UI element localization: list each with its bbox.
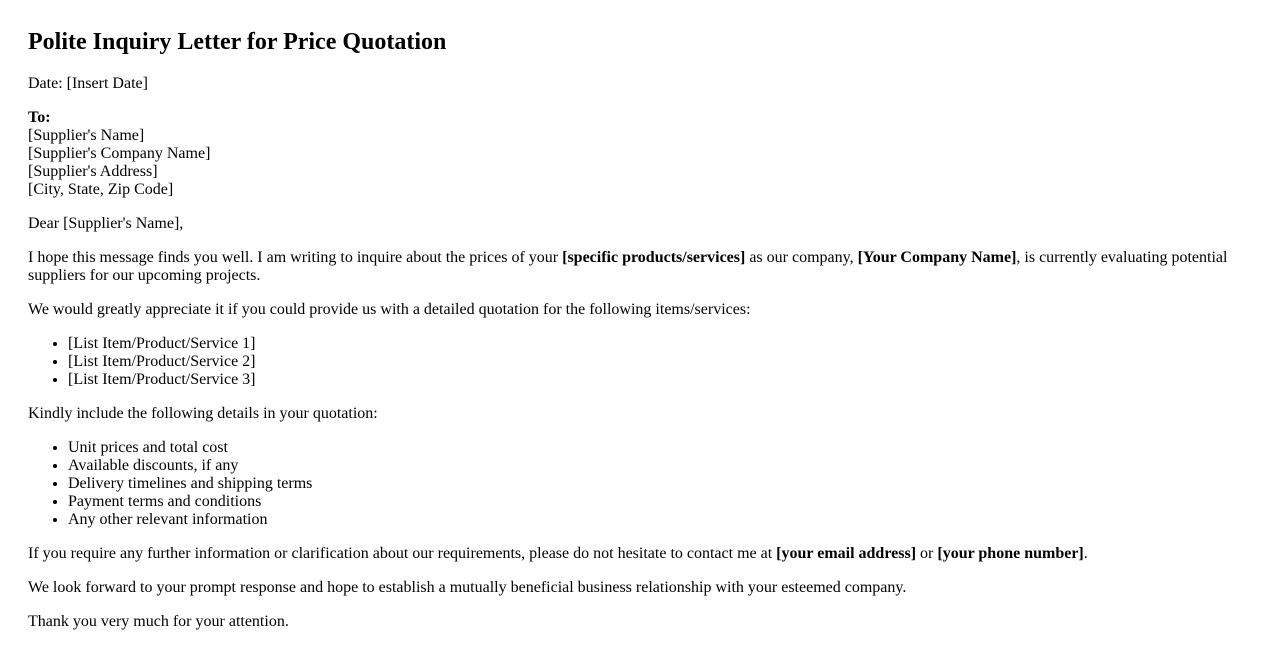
list-item: • Any other relevant information: [68, 511, 1228, 529]
recipient-line: [Supplier's Company Name]: [28, 145, 211, 162]
list-item: • [List Item/Product/Service 3]: [68, 371, 1228, 389]
list-item: • Available discounts, if any: [68, 457, 1228, 475]
list-item: • Unit prices and total cost: [68, 439, 1228, 457]
contact-text: If you require any further information or clarification about our requirements, please do not hesitate to contact me at: [28, 545, 777, 562]
company-placeholder: [Your Company Name]: [857, 249, 1017, 266]
thanks-line: Thank you very much for your attention.: [28, 613, 289, 630]
list-item: • [List Item/Product/Service 1]: [68, 335, 1228, 353]
list-item: • Delivery timelines and shipping terms: [68, 475, 1228, 493]
details-intro: Kindly include the following details in your quotation:: [28, 405, 378, 422]
intro-paragraph: [28, 249, 1228, 285]
salutation: Dear [Supplier's Name],: [28, 215, 184, 232]
recipient-block: [28, 109, 1228, 199]
date-line: Date: [Insert Date]: [28, 75, 148, 92]
intro-text: as our company,: [745, 249, 858, 266]
closing-paragraph: We look forward to your prompt response and hope to establish a mutually beneficial business relationship with your esteemed company.: [28, 579, 907, 596]
email-placeholder: [your email address]: [776, 545, 917, 562]
contact-text: .: [1083, 545, 1088, 562]
recipient-line: [Supplier's Name]: [28, 127, 145, 144]
intro-text: , is currently evaluating potential suppliers for our upcoming projects.: [28, 249, 1228, 284]
contact-text: or: [916, 545, 938, 562]
list-item: • Payment terms and conditions: [68, 493, 1228, 511]
letter-title: Polite Inquiry Letter for Price Quotation: [28, 29, 447, 55]
recipient-line: [Supplier's Address]: [28, 163, 158, 180]
recipient-label: To:: [28, 109, 51, 126]
recipient-line: [City, State, Zip Code]: [28, 181, 174, 198]
phone-placeholder: [your phone number]: [937, 545, 1084, 562]
contact-paragraph: [28, 545, 1228, 563]
list-item: • [List Item/Product/Service 2]: [68, 353, 1228, 371]
request-paragraph: We would greatly appreciate it if you could provide us with a detailed quotation for the following items/services:: [28, 301, 751, 318]
items-list: [28, 335, 1228, 389]
products-placeholder: [specific products/services]: [562, 249, 746, 266]
intro-text: I hope this message finds you well. I am writing to inquire about the prices of your: [28, 249, 563, 266]
details-list: [28, 439, 1228, 529]
